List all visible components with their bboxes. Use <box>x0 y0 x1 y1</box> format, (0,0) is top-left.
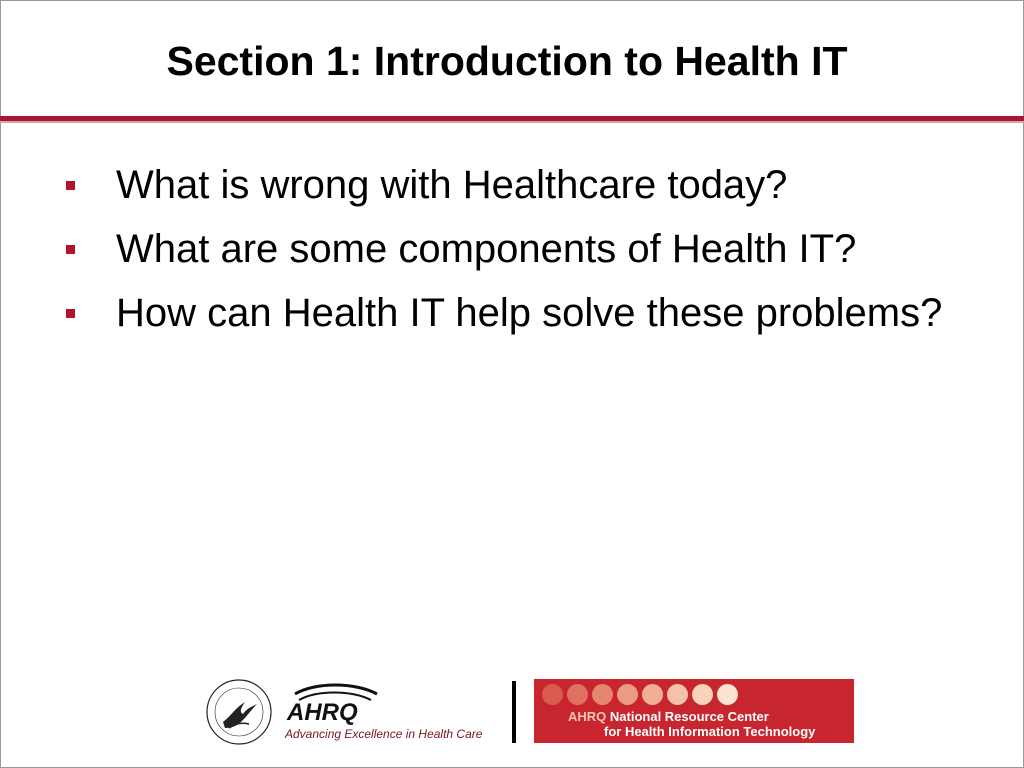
nrc-dots-icon <box>542 684 738 706</box>
nrc-title-rest: National Resource Center <box>606 709 769 724</box>
bullet-item <box>62 288 962 338</box>
ahrq-tagline: Advancing Excellence in Health Care <box>285 727 483 741</box>
title-divider-shadow <box>0 121 1024 123</box>
nrc-dot <box>717 684 738 705</box>
slide-title: Section 1: Introduction to Health IT <box>166 38 848 84</box>
bullet-list <box>62 160 962 352</box>
square-bullet-icon <box>66 309 75 318</box>
ahrq-logo-text: AHRQ <box>287 699 358 726</box>
bullet-text: How can Health IT help solve these problems? <box>116 291 943 335</box>
bullet-item <box>62 224 962 274</box>
nrc-dot <box>692 684 713 705</box>
nrc-dot <box>567 684 588 705</box>
bullet-text: What is wrong with Healthcare today? <box>116 163 788 207</box>
nrc-subtitle: for Health Information Technology <box>604 724 816 739</box>
nrc-title <box>568 709 769 724</box>
square-bullet-icon <box>66 181 75 190</box>
nrc-dot <box>592 684 613 705</box>
ahrq-logo <box>285 680 395 728</box>
bullet-text: What are some components of Health IT? <box>116 227 857 271</box>
logo-divider <box>512 681 516 743</box>
nrc-dot <box>642 684 663 705</box>
square-bullet-icon <box>66 245 75 254</box>
nrc-dot <box>667 684 688 705</box>
nrc-ahrq-word: AHRQ <box>568 709 607 724</box>
bullet-item <box>62 160 962 210</box>
nrc-dot <box>542 684 563 705</box>
nrc-banner <box>534 679 854 743</box>
hhs-seal-logo <box>205 678 273 746</box>
nrc-dot <box>617 684 638 705</box>
